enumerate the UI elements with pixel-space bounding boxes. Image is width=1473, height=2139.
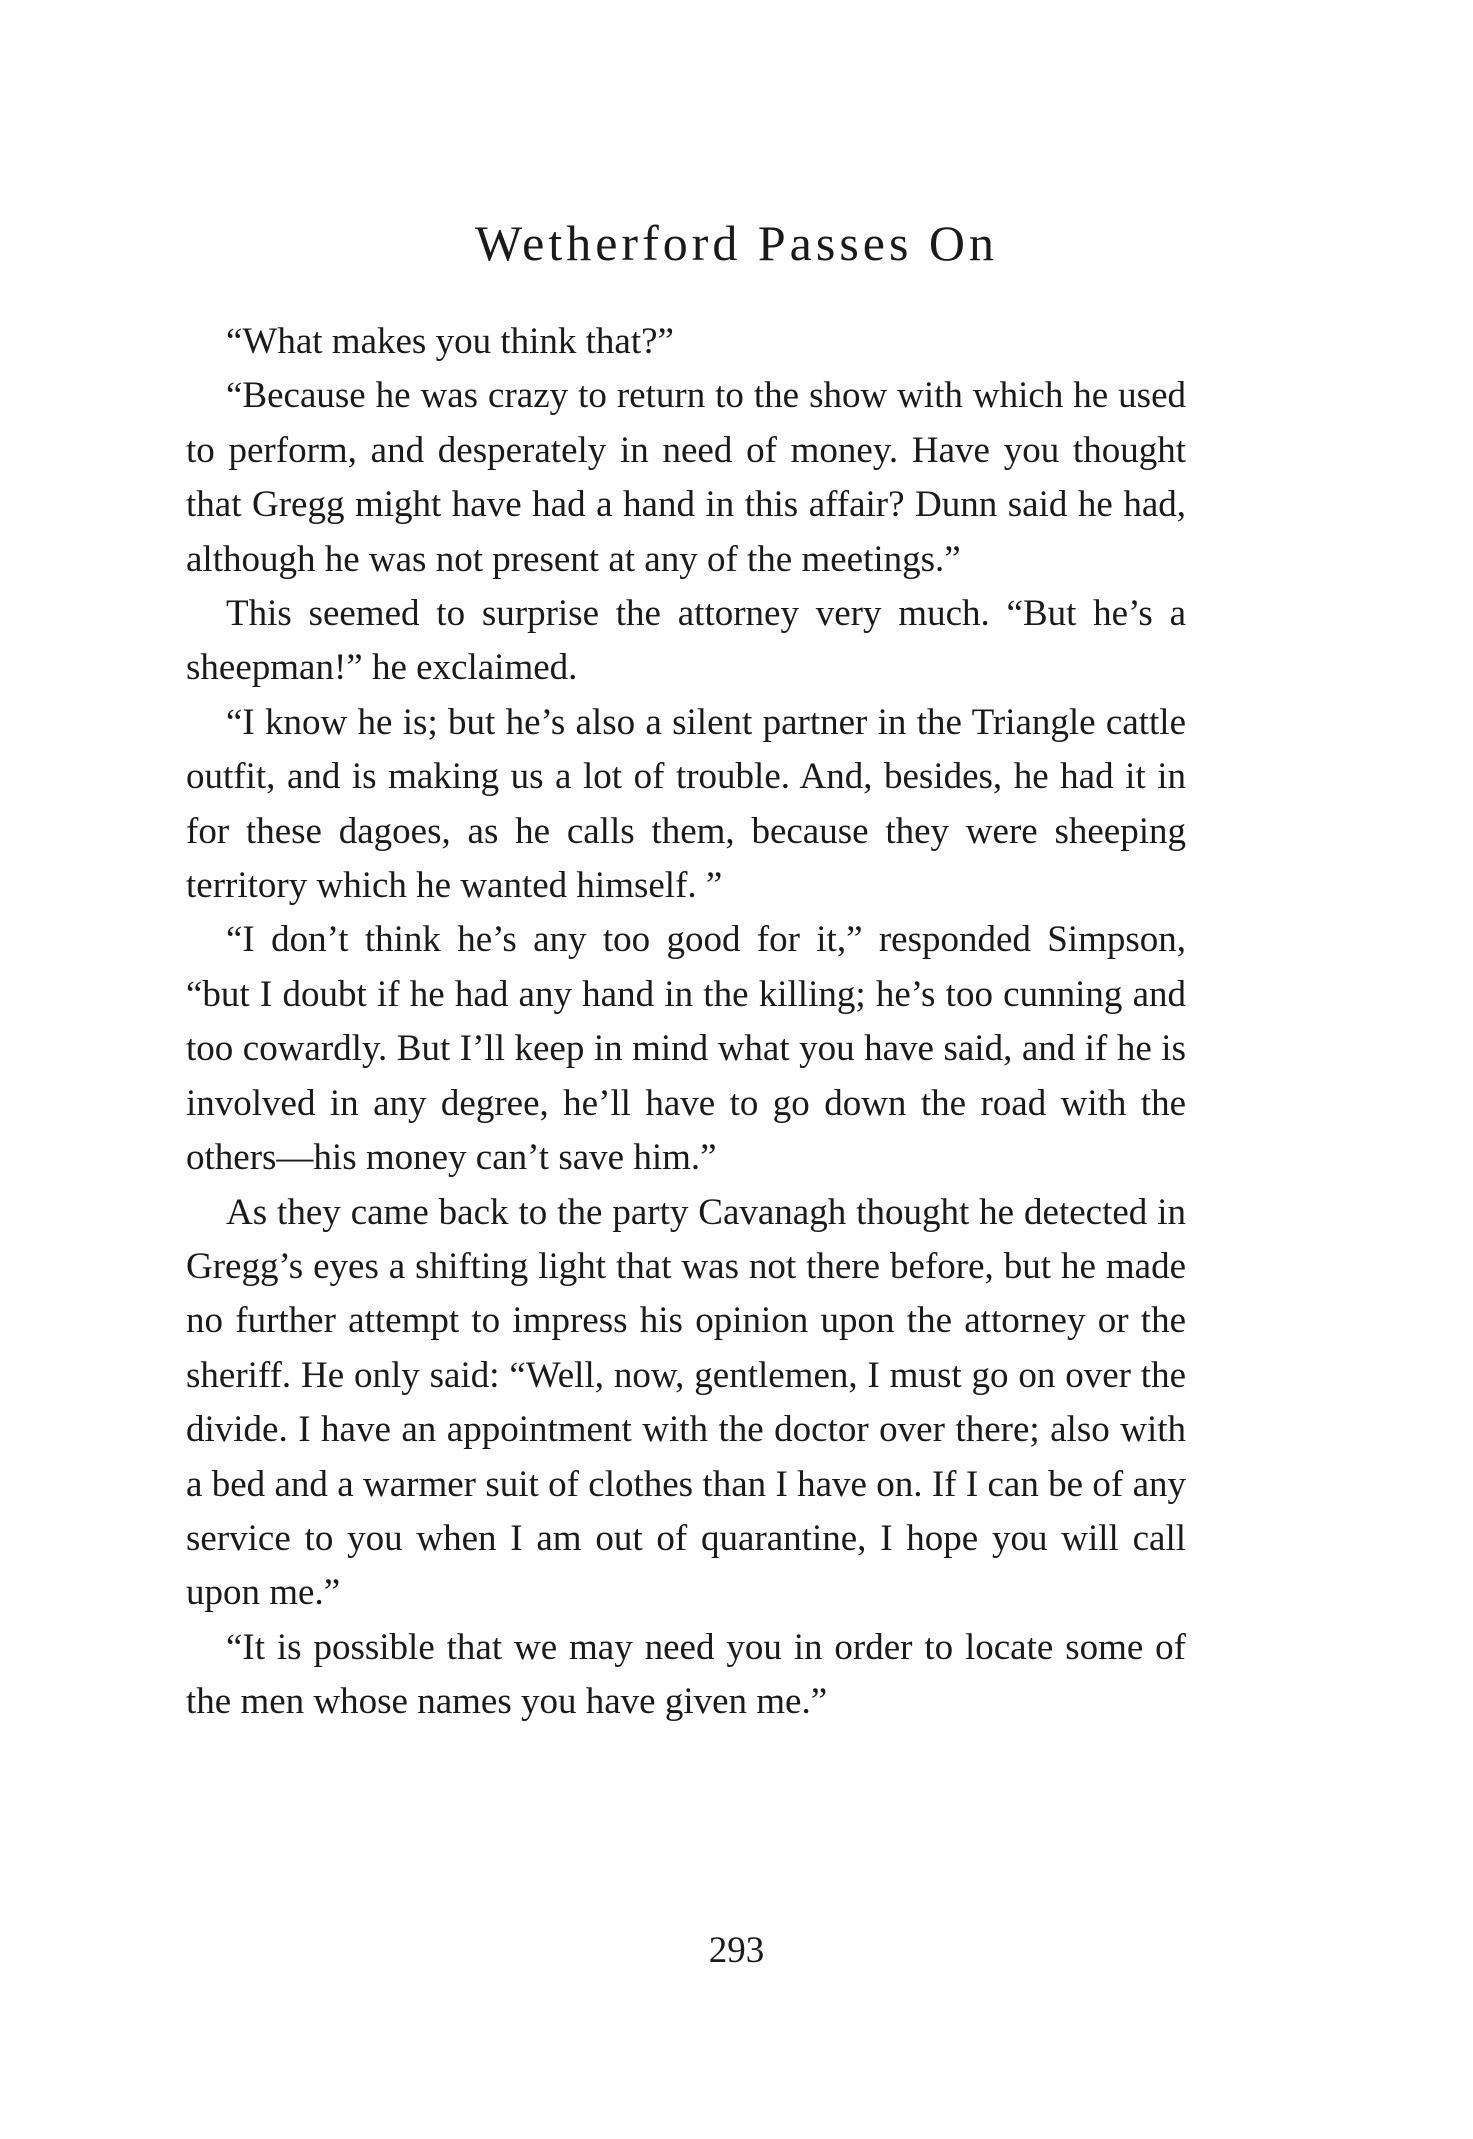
page-number: 293 (708, 1930, 765, 1971)
body-text (186, 315, 1186, 1730)
paragraph: “It is possible that we may need you in order to locate some of the men whose names you have given me.” (186, 1626, 1186, 1723)
paragraph: “Because he was crazy to return to the show with which he used to perform, and desperately in need of money. Have you thought that Gregg might have had a hand in this affair? Dunn said he had, although he was not present at any of the meetings.” (186, 375, 1186, 580)
running-head: Wetherford Passes On (474, 215, 999, 271)
paragraph: “I know he is; but he’s also a silent partner in the Triangle cattle outfit, and is making us a lot of trouble. And, besides, he had it in for these dagoes, as he calls them, because they were sheeping territory which he wanted himself. ” (186, 701, 1186, 907)
paragraph: “What makes you think that?” (226, 321, 674, 362)
paragraph: “I don’t think he’s any too good for it,” responded Simpson, “but I doubt if he had any hand in the killing; he’s too cunning and too cowardly. But I’ll keep in mind what you have said, and if he is involved in any degree, he’ll have to go down the road with the others—his money can’t save him.” (186, 919, 1186, 1179)
paragraph: As they came back to the party Cavanagh thought he detected in Gregg’s eyes a shifting light that was not there before, but he made no further attempt to impress his opinion upon the attorney or the sheriff. He only said: “Well, now, gentlemen, I must go on over the divide. I have an appointment with the doctor over there; also with a bed and a warmer suit of clothes than I have on. If I can be of any service to you when I am out of quarantine, I hope you will call upon me.” (186, 1191, 1186, 1614)
paragraph: This seemed to surprise the attorney very much. “But he’s a sheepman!” he exclaimed. (186, 593, 1186, 689)
